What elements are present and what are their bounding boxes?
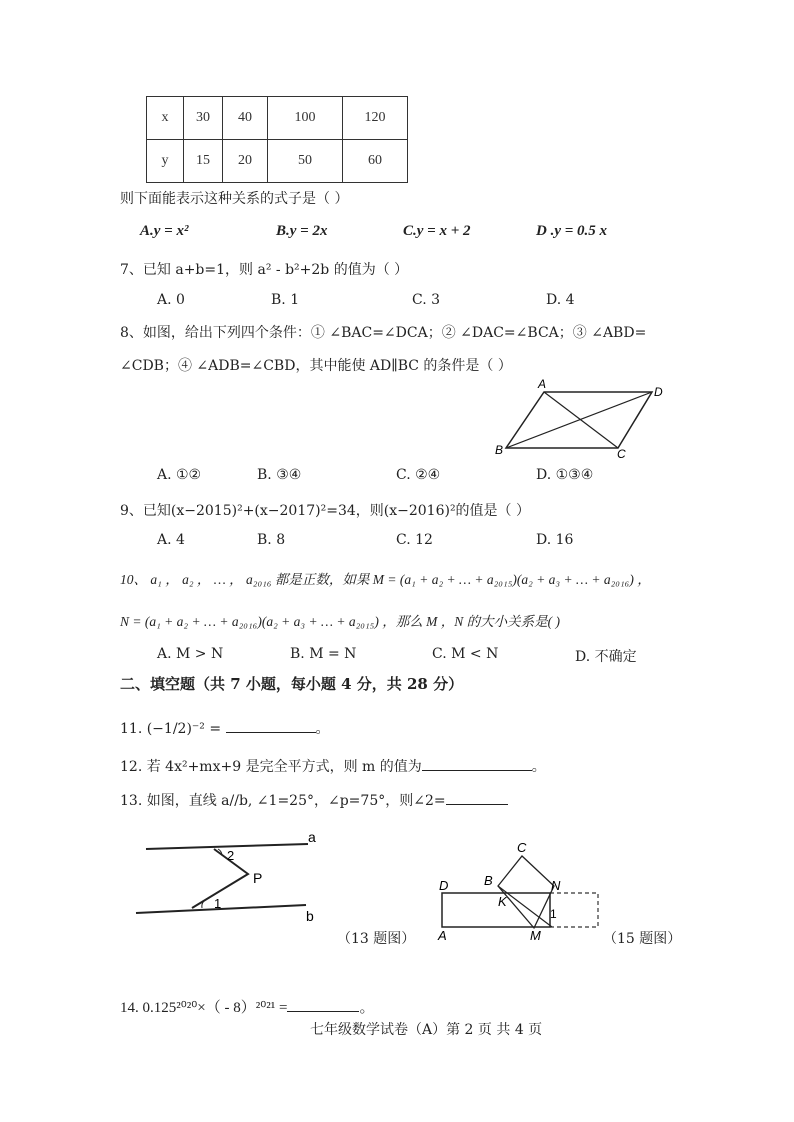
q8-option-d: D. ①③④ [536, 467, 594, 483]
q14-suffix: 。 [359, 1000, 375, 1016]
q14-answer-blank[interactable] [287, 997, 359, 1012]
fig15-caption: （15 题图） [603, 931, 682, 947]
label-n: N [551, 878, 561, 893]
q8-option-a: A. ①② [157, 467, 202, 483]
label-p: P [253, 870, 263, 886]
q9-option-c: C. 12 [396, 532, 433, 548]
table-cell: 50 [268, 140, 343, 183]
q10-option-d: D. 不确定 [575, 649, 637, 665]
table-cell: 20 [223, 140, 268, 183]
q9-option-a: A. 4 [157, 532, 185, 548]
diagonal-ac [544, 392, 618, 448]
page-footer: 七年级数学试卷（A）第 2 页 共 4 页 [310, 1022, 543, 1038]
table-cell: 100 [268, 97, 343, 140]
q10-option-a: A. M > N [157, 646, 224, 662]
label-1: 1 [214, 896, 222, 911]
xy-table [146, 96, 408, 183]
label-2: 2 [227, 848, 235, 863]
q13-answer-blank[interactable] [446, 790, 508, 805]
q7-option-b: B. 1 [271, 292, 300, 308]
parallelogram-figure [490, 376, 680, 461]
q12 [120, 756, 546, 776]
q11 [120, 718, 330, 738]
q12-suffix: 。 [531, 759, 546, 775]
q13 [120, 790, 508, 810]
q10-line1: 10、 a₁ ， a₂ ， … ， a₂₀₁₆ 都是正数，如果 M = (a₁ + a₂ + … + a₂₀₁₅)(a₂ + a₃ + … + a₂₀₁₆) ， [120, 572, 651, 587]
rectangle-solid [442, 893, 550, 927]
q7-option-d: D. 4 [546, 292, 575, 308]
q14 [120, 996, 374, 1017]
q6-option-c: C.y = x + 2 [403, 223, 471, 239]
fig13-caption: （13 题图） [337, 931, 416, 947]
table-cell: 40 [223, 97, 268, 140]
label-b: B [495, 443, 504, 457]
q13-text: 13. 如图，直线 a//b, ∠1=25°，∠p=75°，则∠2= [120, 793, 446, 809]
q11-expr: (−1/2)⁻² = [146, 721, 222, 737]
q7-stem: 7、已知 a+b=1，则 a² - b²+2b 的值为（ ） [120, 262, 409, 278]
label-a: A [438, 928, 447, 943]
q9-stem: 9、已知(x−2015)²+(x−2017)²=34，则(x−2016)²的值是（ ） [120, 503, 531, 519]
label-b: b [306, 908, 314, 924]
table-cell: y [147, 140, 184, 183]
q12-text: 12. 若 4x²+mx+9 是完全平方式，则 m 的值为 [120, 759, 422, 775]
table-row [147, 140, 408, 183]
label-a: a [308, 829, 316, 845]
label-d: D [654, 385, 663, 399]
q11-prefix: 11. [120, 721, 143, 737]
label-k: K [498, 894, 507, 909]
q9-option-b: B. 8 [257, 532, 286, 548]
q6-option-a: A.y = x² [140, 223, 189, 239]
q7-option-a: A. 0 [157, 292, 185, 308]
q6-option-b: B.y = 2x [276, 223, 328, 239]
label-c: C [617, 447, 626, 461]
q8-option-c: C. ②④ [396, 467, 441, 483]
q7-option-c: C. 3 [412, 292, 441, 308]
section-title: 二、填空题（共 7 小题，每小题 4 分，共 28 分） [120, 675, 464, 693]
q10-option-c: C. M < N [432, 646, 499, 662]
fig15-folded-rectangle [430, 842, 610, 944]
label-d: D [439, 878, 449, 893]
table-cell: x [147, 97, 184, 140]
table-row [147, 97, 408, 140]
q8-stem-line2: ∠CDB；④ ∠ADB=∠CBD，其中能使 AD∥BC 的条件是（ ） [120, 358, 512, 374]
q8-stem-line1: 8、如图，给出下列四个条件：① ∠BAC=∠DCA；② ∠DAC=∠BCA；③ ∠ABD= [120, 325, 647, 341]
q6-option-d: D .y = 0.5 x [536, 223, 608, 239]
q10-option-b: B. M = N [290, 646, 357, 662]
q6-stem: 则下面能表示这种关系的式子是（ ） [120, 191, 349, 207]
table-cell: 30 [184, 97, 223, 140]
q8-option-b: B. ③④ [257, 467, 302, 483]
table-cell: 15 [184, 140, 223, 183]
q10-line2: N = (a₁ + a₂ + … + a₂₀₁₆)(a₂ + a₃ + … + a₂₀₁₅) ，那么 M ，N 的大小关系是( ) [120, 614, 560, 629]
q9-option-d: D. 16 [536, 532, 574, 548]
label-1: 1 [550, 907, 557, 921]
q12-answer-blank[interactable] [422, 756, 532, 771]
rectangle-dashed [550, 893, 598, 927]
diagonal-bd [506, 392, 652, 448]
label-b: B [484, 873, 493, 888]
q11-suffix: 。 [315, 721, 330, 737]
q11-answer-blank[interactable] [226, 718, 316, 733]
fig13-parallel-lines [130, 822, 330, 927]
label-a: A [538, 377, 547, 391]
table-cell: 120 [343, 97, 408, 140]
label-c: C [517, 842, 527, 855]
table-cell: 60 [343, 140, 408, 183]
label-m: M [530, 928, 541, 943]
q14-text: 14. 0.125²⁰²⁰×（ - 8）²⁰²¹ = [120, 1000, 288, 1016]
